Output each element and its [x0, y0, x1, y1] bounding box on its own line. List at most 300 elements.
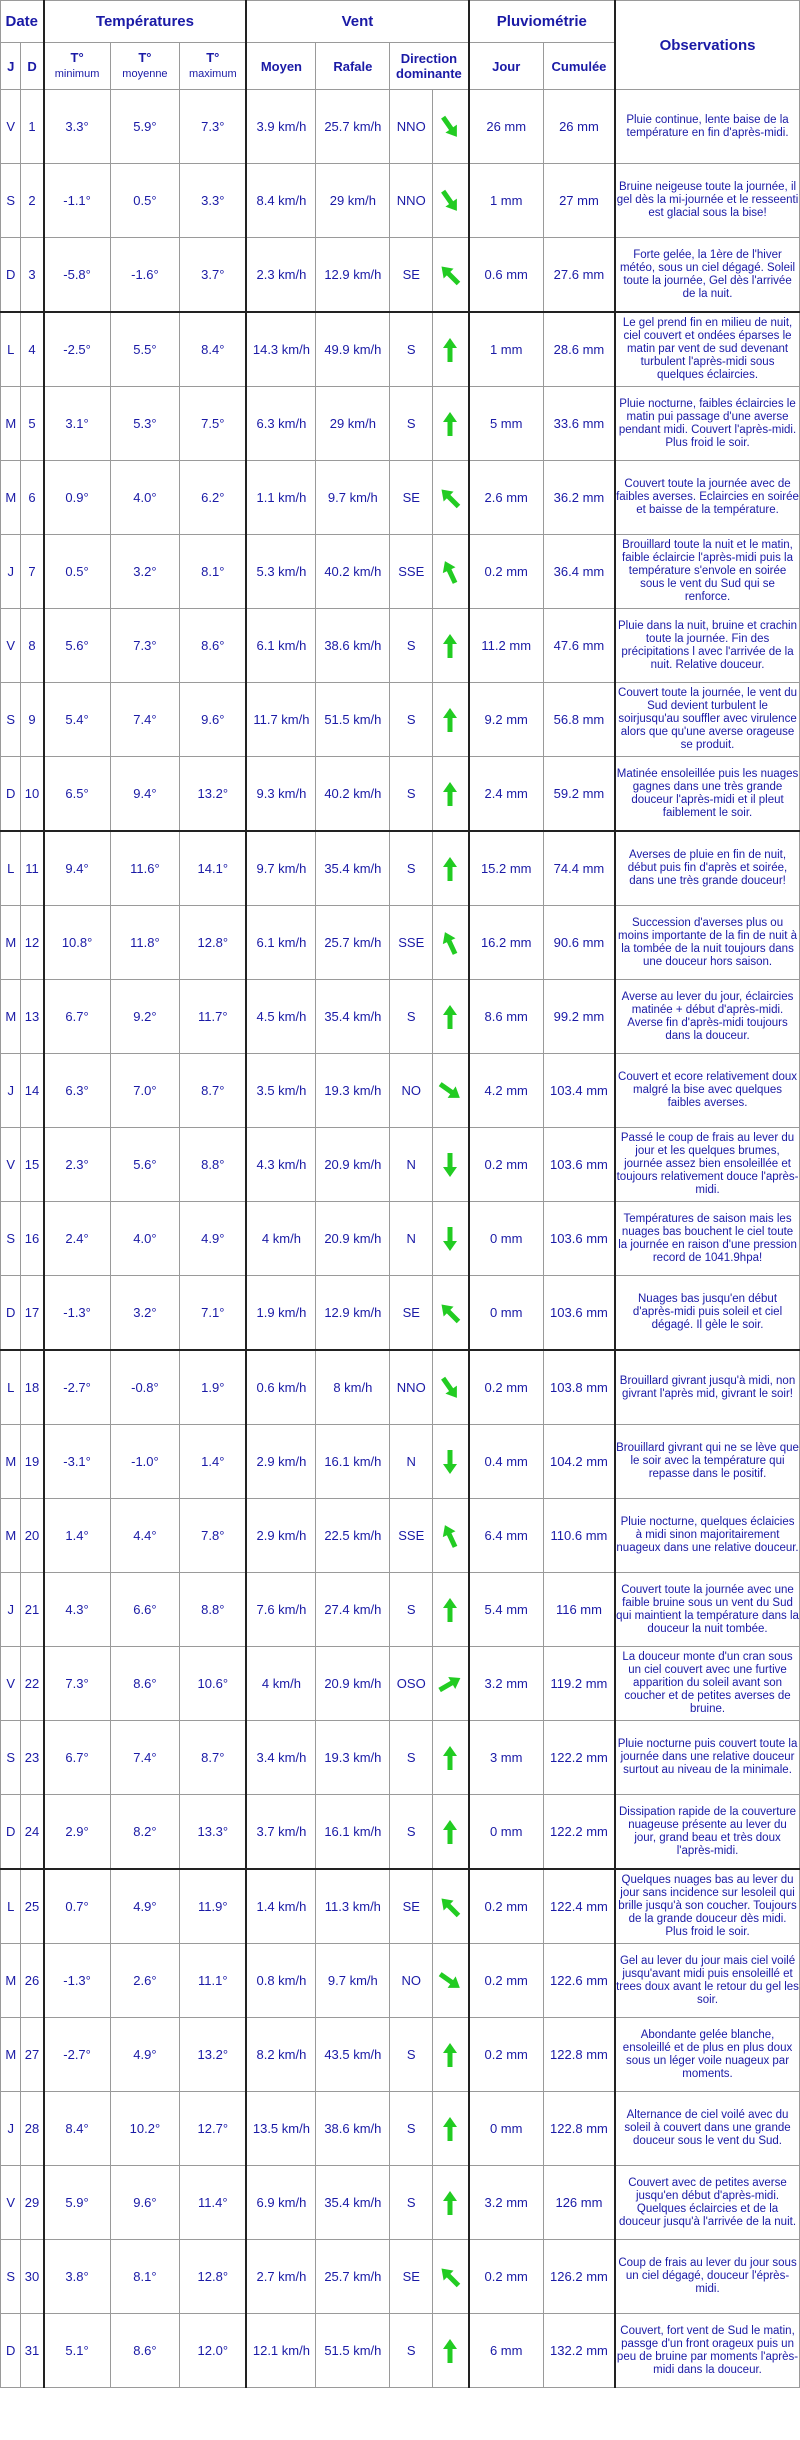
table-row — [1, 683, 800, 757]
tmoy-cell: 4.9° — [110, 2018, 180, 2092]
table-row — [1, 1054, 800, 1128]
day-cell: 21 — [21, 1573, 44, 1647]
wind-arrow-cell — [433, 238, 469, 313]
rain-total-cell: 126 mm — [543, 2166, 615, 2240]
rain-total-cell: 27.6 mm — [543, 238, 615, 313]
wind-arrow-icon — [438, 1077, 462, 1105]
tmax-cell: 10.6° — [180, 1647, 247, 1721]
wind-arrow-cell — [433, 164, 469, 238]
table-row — [1, 1350, 800, 1425]
rain-total-cell: 33.6 mm — [543, 387, 615, 461]
gust-cell: 22.5 km/h — [316, 1499, 390, 1573]
tmax-cell: 12.8° — [180, 2240, 247, 2314]
wind-arrow-cell — [433, 2240, 469, 2314]
gust-cell: 43.5 km/h — [316, 2018, 390, 2092]
tmoy-cell: 7.0° — [110, 1054, 180, 1128]
weekday-cell: J — [1, 1054, 21, 1128]
rain-header: Pluviométrie — [469, 1, 615, 43]
day-cell: 12 — [21, 906, 44, 980]
tmoy-cell: 8.2° — [110, 1795, 180, 1870]
day-cell: 1 — [21, 90, 44, 164]
tmax-cell: 7.8° — [180, 1499, 247, 1573]
tmin-cell: -1.3° — [44, 1276, 111, 1351]
rain-total-cell: 122.8 mm — [543, 2018, 615, 2092]
tmoy-cell: -0.8° — [110, 1350, 180, 1425]
tmoy-cell: -1.0° — [110, 1425, 180, 1499]
tmax-cell: 8.8° — [180, 1128, 247, 1202]
tmoy-cell: 9.6° — [110, 2166, 180, 2240]
table-row — [1, 1499, 800, 1573]
gust-cell: 40.2 km/h — [316, 535, 390, 609]
tmin-cell: 6.5° — [44, 757, 111, 832]
table-row — [1, 1425, 800, 1499]
rain-day-cell: 1 mm — [469, 164, 544, 238]
day-cell: 17 — [21, 1276, 44, 1351]
gust-cell: 8 km/h — [316, 1350, 390, 1425]
weekday-cell: V — [1, 1647, 21, 1721]
day-cell: 30 — [21, 2240, 44, 2314]
gust-cell: 40.2 km/h — [316, 757, 390, 832]
tmin-header: T° minimum — [44, 43, 111, 90]
table-row — [1, 1128, 800, 1202]
gust-cell: 12.9 km/h — [316, 238, 390, 313]
wind-arrow-cell — [433, 1054, 469, 1128]
wind-avg-cell: 2.3 km/h — [246, 238, 316, 313]
rain-total-cell: 99.2 mm — [543, 980, 615, 1054]
gust-cell: 29 km/h — [316, 164, 390, 238]
wind-arrow-icon — [438, 187, 462, 215]
rain-day-cell: 16.2 mm — [469, 906, 544, 980]
table-row — [1, 1573, 800, 1647]
day-cell: 5 — [21, 387, 44, 461]
rain-total-cell: 104.2 mm — [543, 1425, 615, 1499]
tmax-cell: 8.8° — [180, 1573, 247, 1647]
wind-arrow-icon — [438, 1003, 462, 1031]
tmoy-cell: 8.6° — [110, 2314, 180, 2388]
rain-total-cell: 126.2 mm — [543, 2240, 615, 2314]
direction-cell: NNO — [390, 1350, 433, 1425]
wind-header: Vent — [246, 1, 468, 43]
rain-total-cell: 27 mm — [543, 164, 615, 238]
direction-cell: NNO — [390, 90, 433, 164]
wind-arrow-cell — [433, 2314, 469, 2388]
tmoy-cell: 4.0° — [110, 1202, 180, 1276]
gust-cell: 16.1 km/h — [316, 1795, 390, 1870]
tmax-cell: 8.7° — [180, 1054, 247, 1128]
tmoy-cell: 11.6° — [110, 831, 180, 906]
wind-arrow-icon — [438, 1818, 462, 1846]
wind-arrow-icon — [438, 1374, 462, 1402]
wind-arrow-icon — [438, 2041, 462, 2069]
rain-day-cell: 3 mm — [469, 1721, 544, 1795]
direction-cell: S — [390, 609, 433, 683]
tmin-cell: 2.4° — [44, 1202, 111, 1276]
rain-day-cell: 6 mm — [469, 2314, 544, 2388]
observation-cell: Brouillard givrant jusqu'à midi, non givrant l'après mid, givrant le soir! — [615, 1350, 799, 1425]
direction-cell: S — [390, 1573, 433, 1647]
wind-avg-cell: 7.6 km/h — [246, 1573, 316, 1647]
tmin-cell: 2.3° — [44, 1128, 111, 1202]
rain-total-cell: 122.6 mm — [543, 1944, 615, 2018]
gust-cell: 51.5 km/h — [316, 683, 390, 757]
direction-cell: S — [390, 2166, 433, 2240]
day-cell: 18 — [21, 1350, 44, 1425]
wind-arrow-icon — [438, 1596, 462, 1624]
tmax-cell: 9.6° — [180, 683, 247, 757]
direction-cell: SSE — [390, 1499, 433, 1573]
tmin-cell: -1.3° — [44, 1944, 111, 2018]
weekday-cell: L — [1, 312, 21, 387]
direction-cell: SE — [390, 2240, 433, 2314]
tmax-cell: 12.7° — [180, 2092, 247, 2166]
tmoy-cell: 7.4° — [110, 683, 180, 757]
wind-arrow-cell — [433, 906, 469, 980]
wind-arrow-icon — [438, 706, 462, 734]
rain-total-cell: 26 mm — [543, 90, 615, 164]
tmin-cell: 1.4° — [44, 1499, 111, 1573]
weekday-cell: M — [1, 461, 21, 535]
gust-cell: 19.3 km/h — [316, 1054, 390, 1128]
table-row — [1, 461, 800, 535]
weekday-cell: S — [1, 1721, 21, 1795]
direction-cell: SE — [390, 1276, 433, 1351]
rain-total-header: Cumulée — [543, 43, 615, 90]
day-header: D — [21, 43, 44, 90]
wind-arrow-icon — [438, 1151, 462, 1179]
wind-arrow-cell — [433, 1276, 469, 1351]
wind-avg-cell: 0.6 km/h — [246, 1350, 316, 1425]
rain-day-cell: 3.2 mm — [469, 1647, 544, 1721]
gust-cell: 20.9 km/h — [316, 1202, 390, 1276]
observation-cell: Couvert avec de petites averse jusqu'en début d'après-midi. Quelques éclaircies et de la douceur jusqu'à l'arrivée de la nuit. — [615, 2166, 799, 2240]
wind-avg-cell: 4.3 km/h — [246, 1128, 316, 1202]
table-row — [1, 2240, 800, 2314]
gust-header: Rafale — [316, 43, 390, 90]
wind-arrow-icon — [438, 1225, 462, 1253]
wind-arrow-cell — [433, 1795, 469, 1870]
day-cell: 28 — [21, 2092, 44, 2166]
table-row — [1, 1795, 800, 1870]
tmin-cell: -2.5° — [44, 312, 111, 387]
day-cell: 29 — [21, 2166, 44, 2240]
tmoy-cell: 5.9° — [110, 90, 180, 164]
tmin-cell: 10.8° — [44, 906, 111, 980]
wind-arrow-cell — [433, 1202, 469, 1276]
wind-arrow-cell — [433, 683, 469, 757]
rain-day-cell: 4.2 mm — [469, 1054, 544, 1128]
wind-arrow-icon — [438, 410, 462, 438]
gust-cell: 11.3 km/h — [316, 1869, 390, 1944]
tmin-cell: 5.6° — [44, 609, 111, 683]
gust-cell: 20.9 km/h — [316, 1128, 390, 1202]
direction-cell: SE — [390, 461, 433, 535]
rain-day-cell: 5.4 mm — [469, 1573, 544, 1647]
tmoy-cell: 4.0° — [110, 461, 180, 535]
weekday-cell: M — [1, 387, 21, 461]
observation-cell: Quelques nuages bas au lever du jour sans incidence sur lesoleil qui brille jusqu'à son coucher. Toujours de la grande douceur dès midi. Plus froid le soir. — [615, 1869, 799, 1944]
day-cell: 3 — [21, 238, 44, 313]
direction-cell: S — [390, 2092, 433, 2166]
tmin-cell: 2.9° — [44, 1795, 111, 1870]
wind-avg-cell: 0.8 km/h — [246, 1944, 316, 2018]
weekday-cell: D — [1, 1276, 21, 1351]
wind-arrow-icon — [438, 2189, 462, 2217]
rain-day-cell: 9.2 mm — [469, 683, 544, 757]
weekday-cell: S — [1, 164, 21, 238]
direction-cell: S — [390, 757, 433, 832]
day-cell: 10 — [21, 757, 44, 832]
tmax-cell: 8.1° — [180, 535, 247, 609]
wind-arrow-cell — [433, 1573, 469, 1647]
direction-cell: NNO — [390, 164, 433, 238]
weekday-cell: L — [1, 1869, 21, 1944]
wind-arrow-cell — [433, 1128, 469, 1202]
rain-day-cell: 1 mm — [469, 312, 544, 387]
wind-avg-cell: 14.3 km/h — [246, 312, 316, 387]
tmax-cell: 3.7° — [180, 238, 247, 313]
observation-cell: Succession d'averses plus ou moins importante de la fin de nuit à la tombée de la nuit toujours dans une douceur hors saison. — [615, 906, 799, 980]
observation-cell: Couvert toute la journée avec une faible bruine sous un vent du Sud qui maintient la température dans la douceur la nuit tombée. — [615, 1573, 799, 1647]
day-cell: 26 — [21, 1944, 44, 2018]
rain-total-cell: 74.4 mm — [543, 831, 615, 906]
rain-total-cell: 36.4 mm — [543, 535, 615, 609]
wind-arrow-cell — [433, 1499, 469, 1573]
observation-cell: Pluie nocturne puis couvert toute la journée dans une relative douceur surtout au niveau de la minimale. — [615, 1721, 799, 1795]
wind-arrow-icon — [438, 1670, 462, 1698]
wind-arrow-cell — [433, 1944, 469, 2018]
rain-total-cell: 103.6 mm — [543, 1128, 615, 1202]
direction-cell: OSO — [390, 1647, 433, 1721]
observation-cell: Alternance de ciel voilé avec du soleil à couvert dans une grande douceur sous le vent du Sud. — [615, 2092, 799, 2166]
rain-day-cell: 8.6 mm — [469, 980, 544, 1054]
day-cell: 22 — [21, 1647, 44, 1721]
table-row — [1, 238, 800, 313]
rain-day-cell: 0.2 mm — [469, 1128, 544, 1202]
day-cell: 20 — [21, 1499, 44, 1573]
gust-cell: 25.7 km/h — [316, 90, 390, 164]
weekday-cell: M — [1, 2018, 21, 2092]
direction-cell: NO — [390, 1944, 433, 2018]
observation-cell: Forte gelée, la 1ère de l'hiver météo, sous un ciel dégagé. Soleil toute la journée, Gel dès l'arrivée de la nuit. — [615, 238, 799, 313]
wind-avg-cell: 3.4 km/h — [246, 1721, 316, 1795]
direction-cell: NO — [390, 1054, 433, 1128]
weekday-cell: J — [1, 535, 21, 609]
tmax-cell: 1.9° — [180, 1350, 247, 1425]
table-row — [1, 387, 800, 461]
observation-cell: Couvert et ecore relativement doux malgré la bise avec quelques faibles averses. — [615, 1054, 799, 1128]
day-cell: 16 — [21, 1202, 44, 1276]
tmax-cell: 14.1° — [180, 831, 247, 906]
weekday-cell: M — [1, 906, 21, 980]
rain-total-cell: 122.4 mm — [543, 1869, 615, 1944]
day-cell: 13 — [21, 980, 44, 1054]
wind-avg-cell: 11.7 km/h — [246, 683, 316, 757]
observation-cell: Nuages bas jusqu'en début d'après-midi puis soleil et ciel dégagé. Il gèle le soir. — [615, 1276, 799, 1351]
observation-cell: Pluie nocturne, faibles éclaircies le matin pui passage d'une averse pendant midi. Couvert l'après-midi. Plus froid le soir. — [615, 387, 799, 461]
observation-cell: Couvert, fort vent de Sud le matin, passge d'un front orageux puis un peu de bruine par moments l'après-midi dans la douceur. — [615, 2314, 799, 2388]
tmin-cell: -1.1° — [44, 164, 111, 238]
wind-arrow-cell — [433, 312, 469, 387]
tmin-cell: -2.7° — [44, 2018, 111, 2092]
tmoy-cell: 0.5° — [110, 164, 180, 238]
table-row — [1, 2314, 800, 2388]
rain-total-cell: 119.2 mm — [543, 1647, 615, 1721]
rain-total-cell: 28.6 mm — [543, 312, 615, 387]
wind-arrow-cell — [433, 1869, 469, 1944]
wind-arrow-icon — [438, 113, 462, 141]
wind-arrow-cell — [433, 2092, 469, 2166]
gust-cell: 38.6 km/h — [316, 609, 390, 683]
weekday-cell: S — [1, 1202, 21, 1276]
wind-avg-cell: 4.5 km/h — [246, 980, 316, 1054]
tmax-cell: 13.2° — [180, 757, 247, 832]
day-cell: 8 — [21, 609, 44, 683]
tmoy-cell: 8.1° — [110, 2240, 180, 2314]
observation-cell: Températures de saison mais les nuages bas bouchent le ciel toute la journée en raison d'une pression record de 1041.9hpa! — [615, 1202, 799, 1276]
tmin-cell: 6.3° — [44, 1054, 111, 1128]
wind-avg-cell: 6.1 km/h — [246, 609, 316, 683]
direction-cell: SE — [390, 1869, 433, 1944]
rain-total-cell: 90.6 mm — [543, 906, 615, 980]
tmoy-cell: 3.2° — [110, 535, 180, 609]
tmin-cell: 4.3° — [44, 1573, 111, 1647]
weekday-cell: M — [1, 1499, 21, 1573]
observation-cell: Gel au lever du jour mais ciel voilé jusqu'avant midi puis ensoleillé et trees doux avant le retour du gel les soir. — [615, 1944, 799, 2018]
wind-arrow-icon — [438, 2337, 462, 2365]
day-cell: 15 — [21, 1128, 44, 1202]
observation-cell: Pluie dans la nuit, bruine et crachin toute la journée. Fin des précipitations l avec l'arrivée de la nuit. Relative douceur. — [615, 609, 799, 683]
tmin-cell: 7.3° — [44, 1647, 111, 1721]
rain-total-cell: 103.6 mm — [543, 1276, 615, 1351]
rain-day-cell: 0 mm — [469, 2092, 544, 2166]
tmax-cell: 6.2° — [180, 461, 247, 535]
wind-arrow-icon — [438, 929, 462, 957]
tmax-cell: 12.8° — [180, 906, 247, 980]
direction-cell: N — [390, 1128, 433, 1202]
weekday-cell: M — [1, 1944, 21, 2018]
rain-total-cell: 132.2 mm — [543, 2314, 615, 2388]
gust-cell: 25.7 km/h — [316, 2240, 390, 2314]
tmoy-cell: 9.2° — [110, 980, 180, 1054]
rain-day-header: Jour — [469, 43, 544, 90]
tmax-cell: 3.3° — [180, 164, 247, 238]
weekday-cell: M — [1, 980, 21, 1054]
table-row — [1, 1944, 800, 2018]
rain-day-cell: 11.2 mm — [469, 609, 544, 683]
weekday-cell: D — [1, 238, 21, 313]
tmin-cell: 0.5° — [44, 535, 111, 609]
wind-avg-cell: 3.9 km/h — [246, 90, 316, 164]
day-cell: 25 — [21, 1869, 44, 1944]
direction-cell: S — [390, 2018, 433, 2092]
wind-arrow-cell — [433, 609, 469, 683]
direction-cell: S — [390, 831, 433, 906]
rain-day-cell: 2.6 mm — [469, 461, 544, 535]
direction-cell: SE — [390, 238, 433, 313]
gust-cell: 38.6 km/h — [316, 2092, 390, 2166]
tmoy-cell: 4.4° — [110, 1499, 180, 1573]
wind-arrow-icon — [438, 1299, 462, 1327]
rain-day-cell: 0.2 mm — [469, 2018, 544, 2092]
day-cell: 11 — [21, 831, 44, 906]
tmax-cell: 11.1° — [180, 1944, 247, 2018]
rain-total-cell: 36.2 mm — [543, 461, 615, 535]
wind-arrow-icon — [438, 2263, 462, 2291]
weekday-cell: D — [1, 1795, 21, 1870]
wind-arrow-icon — [438, 855, 462, 883]
rain-total-cell: 116 mm — [543, 1573, 615, 1647]
rain-day-cell: 0.6 mm — [469, 238, 544, 313]
tmin-cell: -2.7° — [44, 1350, 111, 1425]
direction-cell: S — [390, 1721, 433, 1795]
tmoy-cell: 5.6° — [110, 1128, 180, 1202]
wind-arrow-cell — [433, 980, 469, 1054]
tmoy-cell: 8.6° — [110, 1647, 180, 1721]
rain-day-cell: 0.2 mm — [469, 1944, 544, 2018]
wind-arrow-cell — [433, 1647, 469, 1721]
observations-header: Observations — [615, 1, 799, 90]
tmax-cell: 1.4° — [180, 1425, 247, 1499]
wind-arrow-icon — [438, 1967, 462, 1995]
observation-cell: Le gel prend fin en milieu de nuit, ciel couvert et ondées éparses le matin par vent de sud devenant turbulent l'après-midi sous quelques éclaircies. — [615, 312, 799, 387]
rain-total-cell: 47.6 mm — [543, 609, 615, 683]
observation-cell: Pluie continue, lente baise de la température en fin d'après-midi. — [615, 90, 799, 164]
rain-day-cell: 0.2 mm — [469, 535, 544, 609]
day-cell: 31 — [21, 2314, 44, 2388]
rain-total-cell: 103.4 mm — [543, 1054, 615, 1128]
wind-avg-cell: 2.9 km/h — [246, 1425, 316, 1499]
weekday-cell: L — [1, 831, 21, 906]
direction-cell: S — [390, 2314, 433, 2388]
wind-avg-cell: 6.9 km/h — [246, 2166, 316, 2240]
wind-avg-cell: 6.1 km/h — [246, 906, 316, 980]
rain-day-cell: 0.4 mm — [469, 1425, 544, 1499]
tmax-cell: 7.3° — [180, 90, 247, 164]
direction-cell: S — [390, 387, 433, 461]
tmoy-cell: 6.6° — [110, 1573, 180, 1647]
rain-total-cell: 122.8 mm — [543, 2092, 615, 2166]
wind-arrow-cell — [433, 831, 469, 906]
weekday-cell: V — [1, 90, 21, 164]
observation-cell: Averse au lever du jour, éclaircies matinée + début d'après-midi. Averse fin d'après-midi toujours dans la douceur. — [615, 980, 799, 1054]
gust-cell: 29 km/h — [316, 387, 390, 461]
table-row — [1, 164, 800, 238]
weekday-cell: M — [1, 1425, 21, 1499]
day-cell: 6 — [21, 461, 44, 535]
tmax-cell: 7.1° — [180, 1276, 247, 1351]
direction-cell: S — [390, 683, 433, 757]
direction-cell: N — [390, 1202, 433, 1276]
direction-header: Direction dominante — [390, 43, 469, 90]
tmoy-cell: 10.2° — [110, 2092, 180, 2166]
table-row — [1, 831, 800, 906]
tmax-cell: 8.4° — [180, 312, 247, 387]
day-cell: 4 — [21, 312, 44, 387]
table-row — [1, 312, 800, 387]
gust-cell: 9.7 km/h — [316, 461, 390, 535]
table-row — [1, 1276, 800, 1351]
wind-avg-header: Moyen — [246, 43, 316, 90]
direction-cell: S — [390, 980, 433, 1054]
wind-avg-cell: 1.1 km/h — [246, 461, 316, 535]
tmax-cell: 13.2° — [180, 2018, 247, 2092]
tmin-cell: 6.7° — [44, 1721, 111, 1795]
rain-day-cell: 0.2 mm — [469, 2240, 544, 2314]
gust-cell: 12.9 km/h — [316, 1276, 390, 1351]
rain-day-cell: 5 mm — [469, 387, 544, 461]
gust-cell: 16.1 km/h — [316, 1425, 390, 1499]
tmoy-cell: 5.3° — [110, 387, 180, 461]
